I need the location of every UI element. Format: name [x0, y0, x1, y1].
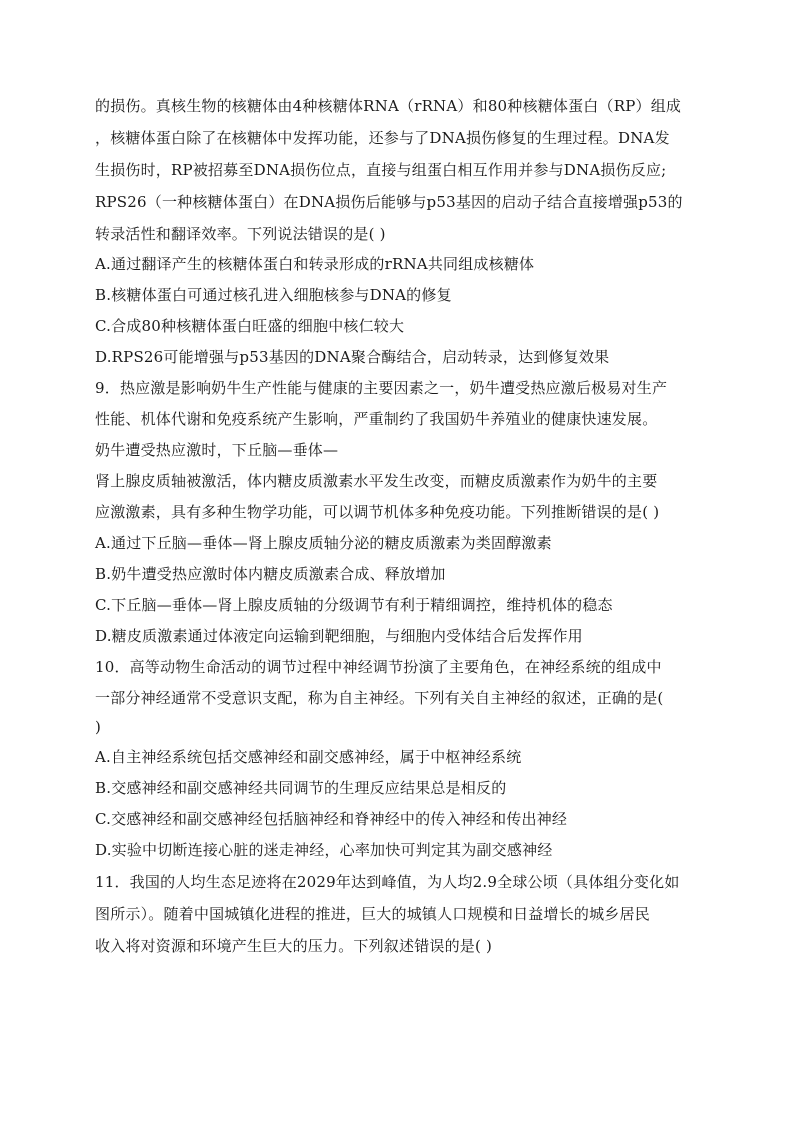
question-9-text: 9．热应激是影响奶牛生产性能与健康的主要因素之一，奶牛遭受热应激后极易对生产	[95, 379, 668, 397]
text-line: 生损伤时，RP被招募至DNA损伤位点，直接与组蛋白相互作用并参与DNA损伤反应;	[95, 161, 667, 179]
option-a: A.通过下丘脑—垂体—肾上腺皮质轴分泌的糖皮质激素为类固醇激素	[95, 534, 552, 552]
text-line: 奶牛遭受热应激时，下丘脑—垂体—	[95, 441, 339, 459]
text-line: 肾上腺皮质轴被激活，体内糖皮质激素水平发生改变，而糖皮质激素作为奶牛的主要	[95, 472, 658, 490]
option-d: D.实验中切断连接心脏的迷走神经，心率加快可判定其为副交感神经	[95, 841, 553, 859]
option-b: B.核糖体蛋白可通过核孔进入细胞核参与DNA的修复	[95, 286, 452, 304]
text-line: 收入将对资源和环境产生巨大的压力。下列叙述错误的是( )	[95, 937, 493, 955]
option-b: B.奶牛遭受热应激时体内糖皮质激素合成、释放增加	[95, 565, 446, 583]
option-d: D.糖皮质激素通过体液定向运输到靶细胞，与细胞内受体结合后发挥作用	[95, 627, 583, 645]
text-line: )	[95, 718, 102, 736]
option-a: A.通过翻译产生的核糖体蛋白和转录形成的rRNA共同组成核糖体	[95, 255, 535, 273]
question-11-text: 11．我国的人均生态足迹将在2029年达到峰值，为人均2.9全球公顷（具体组分变化如	[95, 873, 680, 891]
text-line: 一部分神经通常不受意识支配，称为自主神经。下列有关自主神经的叙述，正确的是(	[95, 689, 664, 707]
option-c: C.下丘脑—垂体—肾上腺皮质轴的分级调节有利于精细调控，维持机体的稳态	[95, 596, 613, 614]
text-line: 性能、机体代谢和免疫系统产生影响，严重制约了我国奶牛养殖业的健康快速发展。	[95, 410, 658, 428]
text-line: RPS26（一种核糖体蛋白）在DNA损伤后能够与p53基因的启动子结合直接增强p53的	[95, 193, 683, 211]
text-line: 转录活性和翻译效率。下列说法错误的是( )	[95, 225, 386, 243]
text-line: 的损伤。真核生物的核糖体由4种核糖体RNA（rRNA）和80种核糖体蛋白（RP）组成	[95, 97, 682, 115]
option-c: C.交感神经和副交感神经包括脑神经和脊神经中的传入神经和传出神经	[95, 810, 568, 828]
option-b: B.交感神经和副交感神经共同调节的生理反应结果总是相反的	[95, 779, 507, 797]
question-10-text: 10．高等动物生命活动的调节过程中神经调节扮演了主要角色，在神经系统的组成中	[95, 658, 662, 676]
option-a: A.自主神经系统包括交感神经和副交感神经，属于中枢神经系统	[95, 748, 522, 766]
option-d: D.RPS26可能增强与p53基因的DNA聚合酶结合，启动转录，达到修复效果	[95, 348, 610, 366]
option-c: C.合成80种核糖体蛋白旺盛的细胞中核仁较大	[95, 317, 405, 335]
text-line: 图所示）。随着中国城镇化进程的推进，巨大的城镇人口规模和日益增长的城乡居民	[95, 905, 650, 923]
text-line: 应激激素，具有多种生物学功能，可以调节机体多种免疫功能。下列推断错误的是( )	[95, 503, 660, 521]
text-line: ，核糖体蛋白除了在核糖体中发挥功能，还参与了DNA损伤修复的生理过程。DNA发	[95, 129, 670, 147]
